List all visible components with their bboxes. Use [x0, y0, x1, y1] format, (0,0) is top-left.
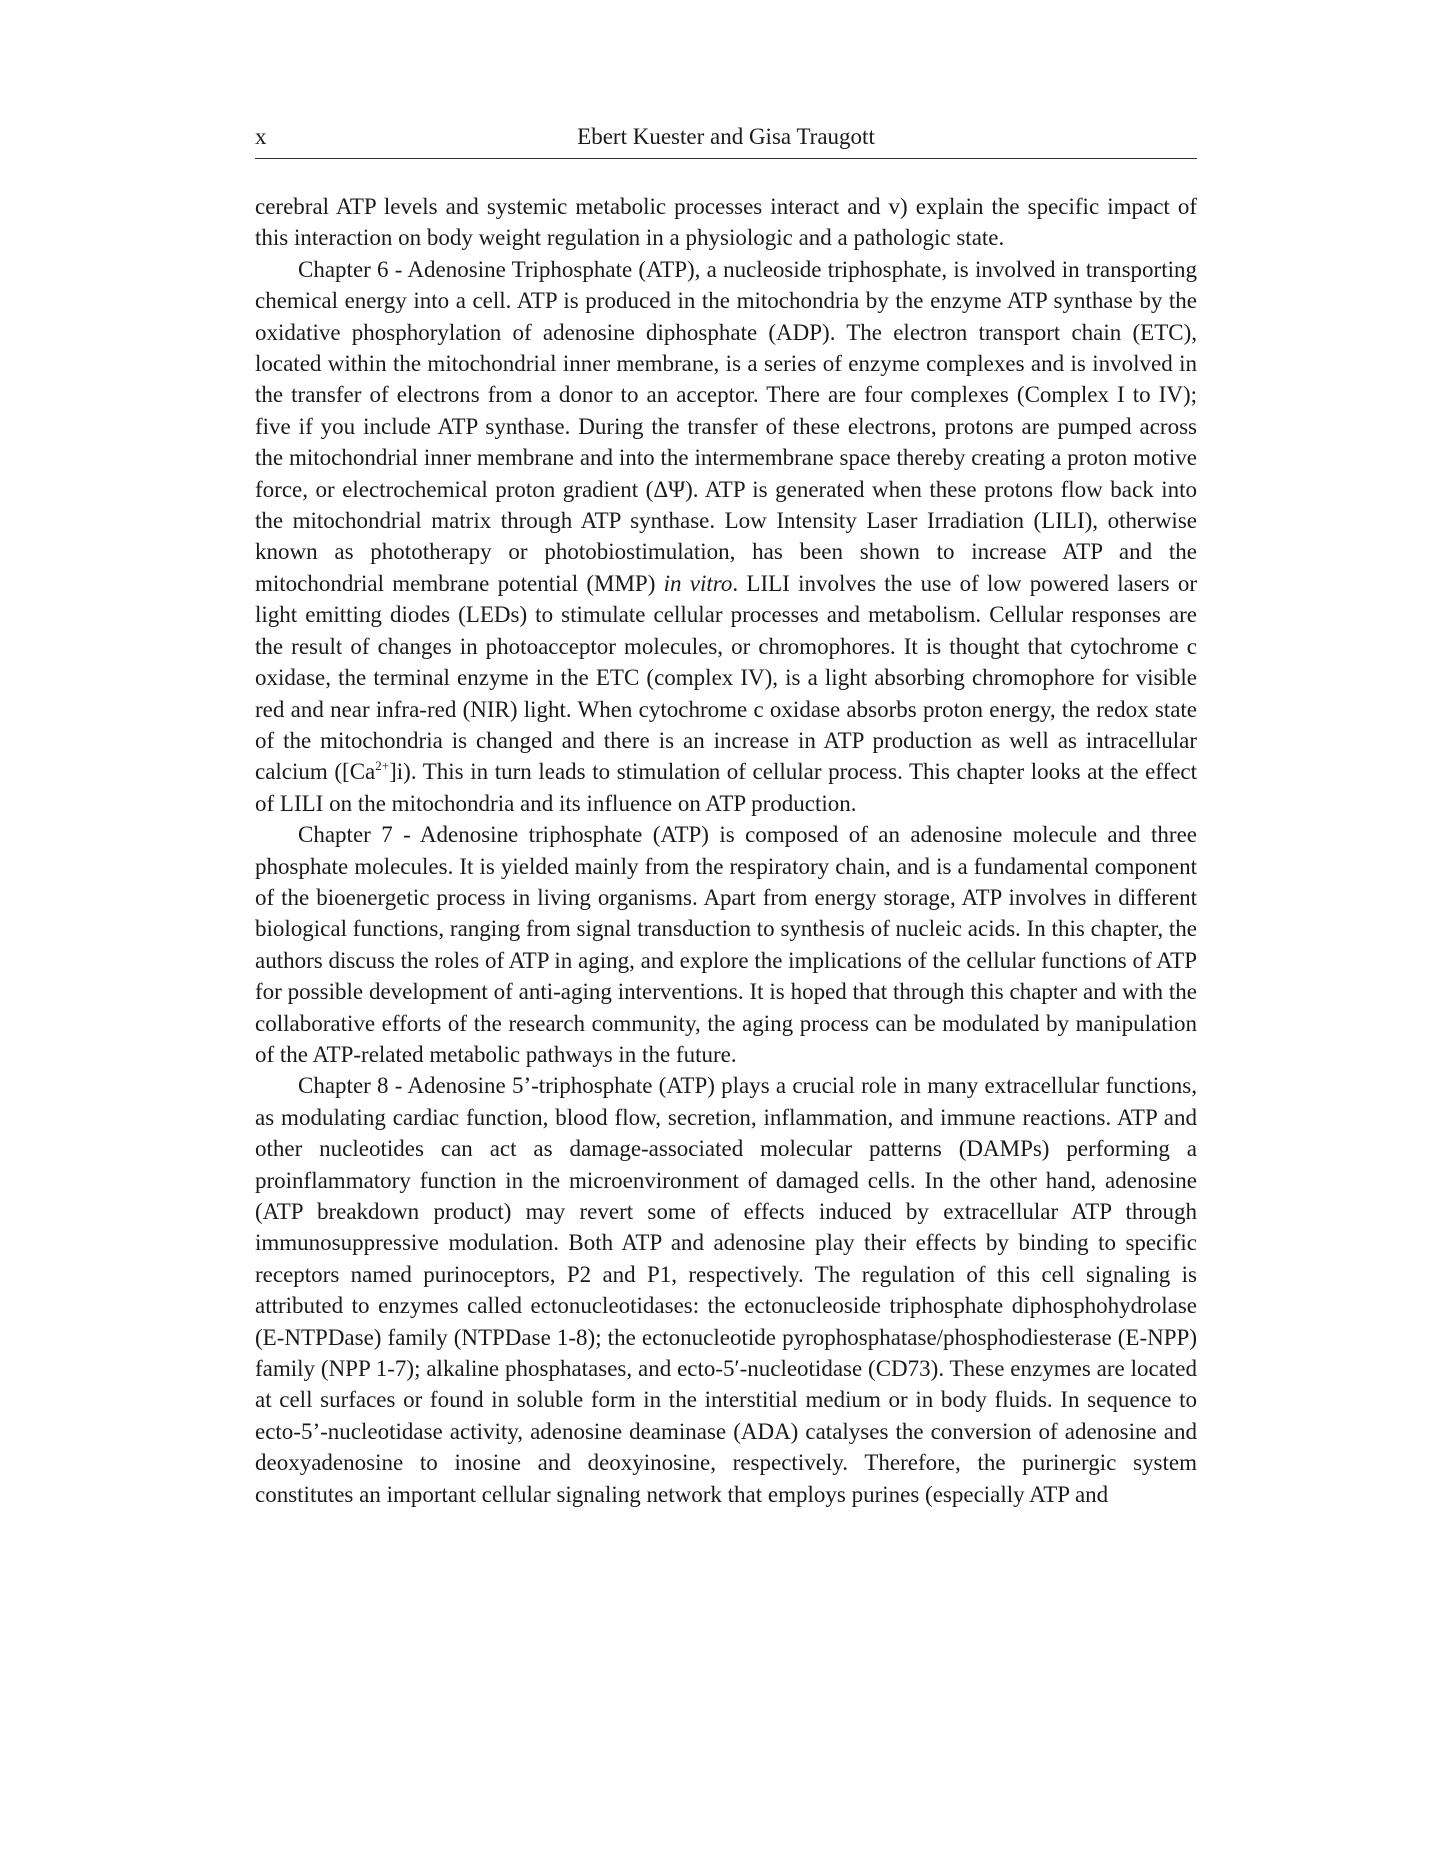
page-number: x	[255, 124, 267, 149]
running-head: Ebert Kuester and Gisa Traugott	[577, 124, 875, 149]
paragraph-chapter-8: Chapter 8 - Adenosine 5’-triphosphate (ATP) plays a crucial role in many extracellular functions, as modulating cardiac function, blood flow, secretion, inflammation, and immune reactions. ATP and other nucleotides can act as damage-associated molecular patterns (DAMPs) performing a proinflammatory function in the microenvironment of damaged cells. In the other hand, adenosine (ATP breakdown product) may revert some of effects induced by extracellular ATP through immunosuppressive modulation. Both ATP and adenosine play their effects by binding to specific receptors named purinoceptors, P2 and P1, respectively. The regulation of this cell signaling is attributed to enzymes called ectonucleotidases: the ectonucleoside triphosphate diphosphohydrolase (E-NTPDase) family (NTPDase 1-8); the ectonucleotide pyrophosphatase/phosphodiesterase (E-NPP) family (NPP 1-7); alkaline phosphatases, and ecto-5′-nucleotidase (CD73). These enzymes are located at cell surfaces or found in soluble form in the interstitial medium or in body fluids. In sequence to ecto-5’-nucleotidase activity, adenosine deaminase (ADA) catalyses the conversion of adenosine and deoxyadenosine to inosine and deoxyinosine, respectively. Therefore, the purinergic system constitutes an important cellular signaling network that employs purines (especially ATP and	[255, 1073, 1197, 1507]
paragraph-continuation: cerebral ATP levels and systemic metabolic processes interact and v) explain the specific impact of this interaction on body weight regulation in a physiologic and a pathologic state.	[255, 194, 1197, 251]
paragraph-chapter-7: Chapter 7 - Adenosine triphosphate (ATP) is composed of an adenosine molecule and three phosphate molecules. It is yielded mainly from the respiratory chain, and is a fundamental component of the bioenergetic process in living organisms. Apart from energy storage, ATP involves in different biological functions, ranging from signal transduction to synthesis of nucleic acids. In this chapter, the authors discuss the roles of ATP in aging, and explore the implications of the cellular functions of ATP for possible development of anti-aging interventions. It is hoped that through this chapter and with the collaborative efforts of the research community, the aging process can be modulated by manipulation of the ATP-related metabolic pathways in the future.	[255, 822, 1197, 1067]
calcium-charge-superscript: 2+	[375, 758, 390, 774]
chapter-6-italic-term: in vitro	[663, 570, 733, 596]
page-header	[255, 122, 1197, 159]
body-text	[255, 191, 1197, 1510]
chapter-6-text-part-3: ]i). This in turn leads to stimulation of cellular process. This chapter looks at the effect of LILI on the mitochondria and its influence on ATP production.	[255, 759, 1197, 816]
paragraph-chapter-6	[255, 254, 1197, 819]
chapter-6-text-part-1: Chapter 6 - Adenosine Triphosphate (ATP), a nucleoside triphosphate, is involved in transporting chemical energy into a cell. ATP is produced in the mitochondria by the enzyme ATP synthase by the oxidative phosphorylation of adenosine diphosphate (ADP). The electron transport chain (ETC), located within the mitochondrial inner membrane, is a series of enzyme complexes and is involved in the transfer of electrons from a donor to an acceptor. There are four complexes (Complex I to IV); five if you include ATP synthase. During the transfer of these electrons, protons are pumped across the mitochondrial inner membrane and into the intermembrane space thereby creating a proton motive force, or electrochemical proton gradient (ΔΨ). ATP is generated when these protons flow back into the mitochondrial matrix through ATP synthase. Low Intensity Laser Irradiation (LILI), otherwise known as phototherapy or photobiostimulation, has been shown to increase ATP and the mitochondrial membrane potential (MMP)	[255, 256, 1197, 596]
chapter-6-text-part-2: . LILI involves the use of low powered lasers or light emitting diodes (LEDs) to stimulate cellular processes and metabolism. Cellular responses are the result of changes in photoacceptor molecules, or chromophores. It is thought that cytochrome c oxidase, the terminal enzyme in the ETC (complex IV), is a light absorbing chromophore for visible red and near infra-red (NIR) light. When cytochrome c oxidase absorbs proton energy, the redox state of the mitochondria is changed and there is an increase in ATP production as well as intracellular calcium ([Ca	[255, 570, 1197, 785]
